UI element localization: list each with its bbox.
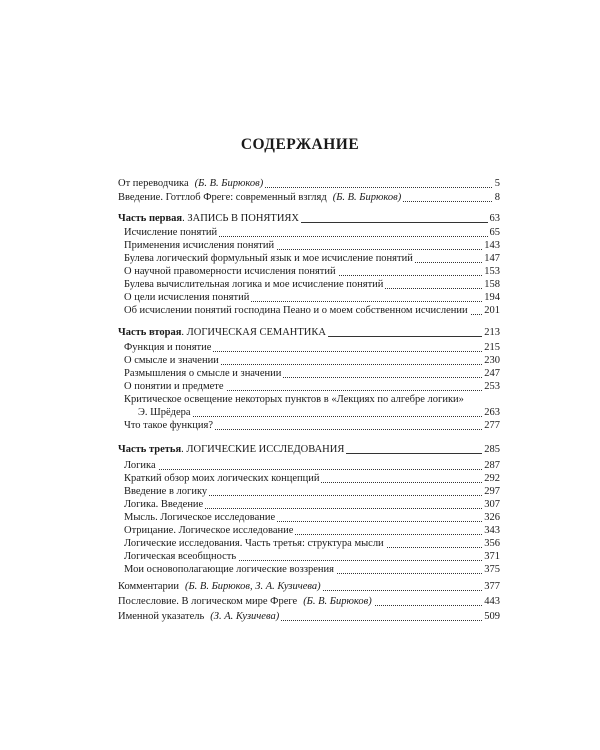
part-label: Часть третья [118,444,182,455]
entry-page: 277 [484,420,500,431]
part-title: ЗАПИСЬ В ПОНЯТИЯХ [187,213,299,224]
entry-page: 375 [484,564,500,575]
toc-entry[interactable] [124,265,500,278]
toc-entry[interactable] [124,239,500,252]
entry-page: 143 [484,240,500,251]
toc-entry[interactable] [124,459,500,472]
entry-page: 509 [484,611,500,622]
toc-entry[interactable] [124,380,500,393]
entry-text: Э. Шрёдера [138,407,191,418]
entry-page: 356 [484,538,500,549]
toc-entry[interactable] [124,472,500,485]
entry-page: 253 [484,381,500,392]
entry-page: 247 [484,368,500,379]
toc-entry[interactable] [124,304,500,317]
entry-page: 230 [484,355,500,366]
entry-text: О цели исчисления понятий [124,292,250,303]
entry-page: 297 [484,486,500,497]
entry-text: Краткий обзор моих логических концепций [124,473,320,484]
toc-entry[interactable] [124,524,500,537]
part-heading[interactable]: Часть первая. ЗАПИСЬ В ПОНЯТИЯХ 63 [118,213,500,224]
entry-text: О научной правомерности исчисления понятий [124,266,336,277]
toc-entry[interactable] [124,367,500,380]
part-title: ЛОГИЧЕСКИЕ ИССЛЕДОВАНИЯ [186,444,345,455]
entry-text: Логические исследования. Часть третья: структура мысли [124,538,384,549]
entry-page: 215 [484,342,500,353]
entry-text: Отрицание. Логическое исследование [124,525,294,536]
toc-entry[interactable] [118,580,500,593]
entry-text: Мысль. Логическое исследование [124,512,276,523]
entry-page: 343 [484,525,500,536]
entry-author: (Б. В. Бирюков) [303,596,372,607]
toc-entry[interactable] [118,177,500,190]
entry-text: Логика [124,460,156,471]
toc-entry[interactable] [124,419,500,432]
entry-page: 5 [494,178,500,189]
entry-text: Размышления о смысле и значении [124,368,282,379]
entry-text: Мои основополагающие логические воззрения [124,564,334,575]
entry-page: 65 [489,227,500,238]
toc-entry[interactable] [138,406,500,419]
entry-text: Об исчислении понятий господина Пеано и о моем собственном исчислении [124,305,468,316]
entry-page: 371 [484,551,500,562]
part-page: 285 [484,444,500,455]
entry-text: Комментарии [118,581,179,592]
part-page: 213 [484,327,500,338]
toc-entry[interactable] [124,537,500,550]
entry-page: 153 [484,266,500,277]
entry-text: Исчисление понятий [124,227,218,238]
entry-page: 443 [484,596,500,607]
toc-entry[interactable] [124,354,500,367]
entry-text: Введение. Готтлоб Фреге: современный взгляд [118,192,327,203]
entry-text: О смысле и значении [124,355,219,366]
entry-text: Логика. Введение [124,499,204,510]
entry-page: 147 [484,253,500,264]
toc-entry[interactable] [118,595,500,608]
entry-text: Логическая всеобщность [124,551,237,562]
entry-page: 201 [484,305,500,316]
entry-author: (Б. В. Бирюков, З. А. Кузичева) [184,581,321,592]
entry-page: 377 [484,581,500,592]
entry-text: Что такое функция? [124,420,213,431]
toc-entry[interactable] [124,278,500,291]
entry-page: 326 [484,512,500,523]
toc-entry[interactable] [118,610,500,623]
entry-page: 194 [484,292,500,303]
toc-entry[interactable] [124,252,500,265]
entry-page: 292 [484,473,500,484]
entry-text: Послесловие. В логическом мире Фреге [118,596,298,607]
page-title: СОДЕРЖАНИЕ [240,136,360,153]
toc-entry[interactable] [124,485,500,498]
part-heading[interactable]: Часть третья. ЛОГИЧЕСКИЕ ИССЛЕДОВАНИЯ 285 [118,444,500,455]
entry-author: (Б. В. Бирюков) [194,178,264,189]
entry-text-line[interactable]: Критическое освещение некоторых пунктов в «Лекциях по алгебре логики» [124,394,464,405]
entry-author: (Б. В. Бирюков) [332,192,402,203]
toc-entry[interactable] [124,511,500,524]
toc-entry[interactable] [118,191,500,204]
entry-text: Применения исчисления понятий [124,240,275,251]
entry-text: Булева вычислительная логика и мое исчисление понятий [124,279,384,290]
entry-page: 158 [484,279,500,290]
entry-text: О понятии и предмете [124,381,224,392]
toc-entry[interactable] [124,226,500,239]
part-heading[interactable]: Часть вторая. ЛОГИЧЕСКАЯ СЕМАНТИКА 213 [118,327,500,338]
toc-entry[interactable] [124,563,500,576]
part-label: Часть первая [118,213,183,224]
toc-entry[interactable] [124,498,500,511]
entry-text: Введение в логику [124,486,208,497]
toc-entry[interactable] [124,550,500,563]
entry-text: Функция и понятие [124,342,212,353]
entry-page: 287 [484,460,500,471]
part-page: 63 [489,213,500,224]
toc-entry[interactable] [124,341,500,354]
entry-page: 8 [494,192,500,203]
toc-entry[interactable] [124,291,500,304]
part-title: ЛОГИЧЕСКАЯ СЕМАНТИКА [186,327,326,338]
entry-author: (З. А. Кузичева) [210,611,280,622]
part-label: Часть вторая [118,327,182,338]
entry-text: Именной указатель [118,611,205,622]
entry-text: От переводчика [118,178,189,189]
entry-page: 263 [484,407,500,418]
entry-page: 307 [484,499,500,510]
entry-text: Булева логический формульный язык и мое исчисление понятий [124,253,413,264]
